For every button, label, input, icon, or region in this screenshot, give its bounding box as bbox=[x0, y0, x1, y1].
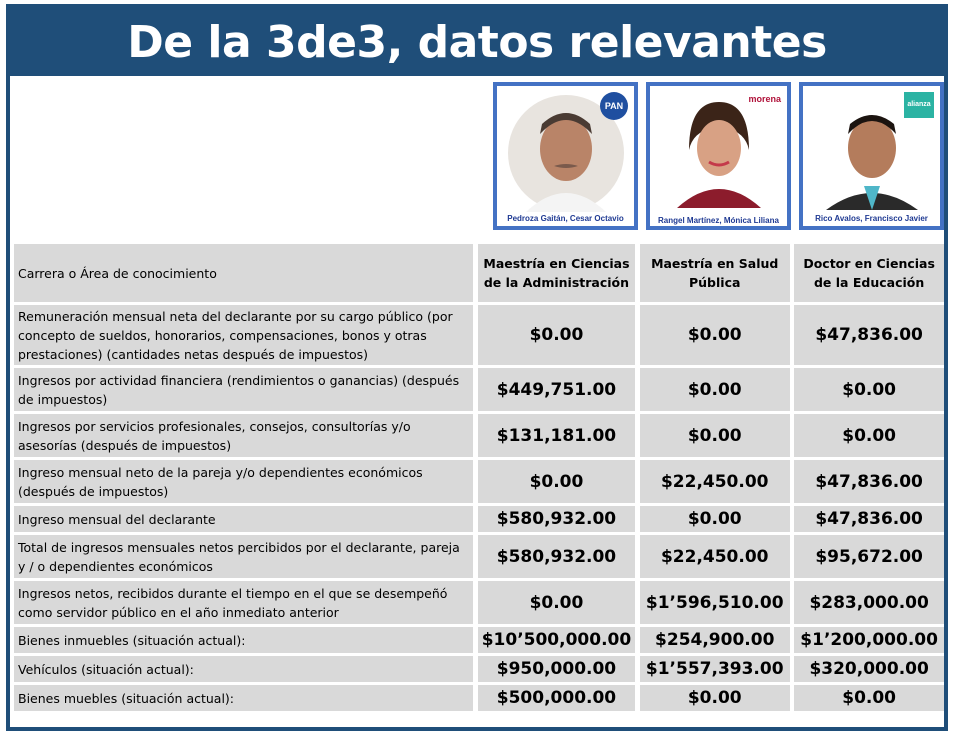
table-row bbox=[14, 581, 944, 624]
declaration-table bbox=[14, 241, 944, 714]
row-label: Carrera o Área de conocimiento bbox=[14, 244, 473, 302]
value-cell-3: $1’200,000.00 bbox=[794, 627, 944, 653]
value-cell-2: $22,450.00 bbox=[640, 535, 790, 578]
candidate-portrait-2 bbox=[659, 90, 779, 208]
value-cell-1: $0.00 bbox=[478, 305, 636, 365]
value-cell-3: $47,836.00 bbox=[794, 460, 944, 503]
value-cell-1: $10’500,000.00 bbox=[478, 627, 636, 653]
row-label: Ingreso mensual del declarante bbox=[14, 506, 473, 532]
page-title: De la 3de3, datos relevantes bbox=[127, 17, 827, 68]
value-cell-1: $580,932.00 bbox=[478, 506, 636, 532]
value-cell-2: $1’596,510.00 bbox=[640, 581, 790, 624]
value-cell-2: $0.00 bbox=[640, 506, 790, 532]
value-cell-2: Maestría en Salud Pública bbox=[640, 244, 790, 302]
value-cell-1: $0.00 bbox=[478, 460, 636, 503]
value-cell-3: $283,000.00 bbox=[794, 581, 944, 624]
value-cell-1: $131,181.00 bbox=[478, 414, 636, 457]
value-cell-1: $0.00 bbox=[478, 581, 636, 624]
value-cell-2: $0.00 bbox=[640, 414, 790, 457]
table-row bbox=[14, 305, 944, 365]
table-row bbox=[14, 656, 944, 682]
table-row bbox=[14, 685, 944, 711]
row-label: Ingresos netos, recibidos durante el tiempo en el que se desempeñó como servidor público en el año inmediato anterior bbox=[14, 581, 473, 624]
value-cell-2: $22,450.00 bbox=[640, 460, 790, 503]
table-row bbox=[14, 244, 944, 302]
table-row bbox=[14, 368, 944, 411]
row-label: Ingresos por actividad financiera (rendimientos o ganancias) (después de impuestos) bbox=[14, 368, 473, 411]
candidate-name-3: Rico Avalos, Francisco Javier bbox=[815, 214, 928, 223]
value-cell-3: $47,836.00 bbox=[794, 305, 944, 365]
value-cell-2: $0.00 bbox=[640, 305, 790, 365]
row-label: Ingresos por servicios profesionales, consejos, consultorías y/o asesorías (después de impuestos) bbox=[14, 414, 473, 457]
row-label: Bienes inmuebles (situación actual): bbox=[14, 627, 473, 653]
value-cell-1: Maestría en Ciencias de la Administración bbox=[478, 244, 636, 302]
value-cell-3: $95,672.00 bbox=[794, 535, 944, 578]
candidate-photo-3 bbox=[799, 82, 944, 230]
value-cell-1: $950,000.00 bbox=[478, 656, 636, 682]
value-cell-2: $254,900.00 bbox=[640, 627, 790, 653]
value-cell-3: $0.00 bbox=[794, 685, 944, 711]
table-row bbox=[14, 535, 944, 578]
table-row bbox=[14, 506, 944, 532]
table-row bbox=[14, 414, 944, 457]
row-label: Remuneración mensual neta del declarante por su cargo público (por concepto de sueldos, honorarios, compensaciones, bonos y otras prestaciones) (cantidades netas después de impuestos) bbox=[14, 305, 473, 365]
table-row bbox=[14, 460, 944, 503]
value-cell-1: $580,932.00 bbox=[478, 535, 636, 578]
value-cell-2: $0.00 bbox=[640, 368, 790, 411]
candidate-name-2: Rangel Martínez, Mónica Liliana bbox=[658, 216, 779, 225]
value-cell-1: $500,000.00 bbox=[478, 685, 636, 711]
table-row bbox=[14, 627, 944, 653]
value-cell-3: $47,836.00 bbox=[794, 506, 944, 532]
party-logo-morena: morena bbox=[748, 94, 781, 104]
row-label: Vehículos (situación actual): bbox=[14, 656, 473, 682]
row-label: Bienes muebles (situación actual): bbox=[14, 685, 473, 711]
content-panel bbox=[10, 76, 944, 727]
row-label: Total de ingresos mensuales netos percibidos por el declarante, pareja y / o dependientes económicos bbox=[14, 535, 473, 578]
value-cell-3: $0.00 bbox=[794, 368, 944, 411]
candidate-photo-1 bbox=[493, 82, 638, 230]
value-cell-1: $449,751.00 bbox=[478, 368, 636, 411]
value-cell-3: $0.00 bbox=[794, 414, 944, 457]
party-logo-pan: PAN bbox=[600, 92, 628, 120]
party-logo-alianza: alianza bbox=[904, 92, 934, 118]
candidate-name-1: Pedroza Gaitán, Cesar Octavio bbox=[507, 214, 624, 223]
poster-frame bbox=[6, 4, 948, 731]
candidate-photo-2 bbox=[646, 82, 791, 230]
value-cell-3: $320,000.00 bbox=[794, 656, 944, 682]
value-cell-2: $0.00 bbox=[640, 685, 790, 711]
value-cell-3: Doctor en Ciencias de la Educación bbox=[794, 244, 944, 302]
row-label: Ingreso mensual neto de la pareja y/o dependientes económicos (después de impuestos) bbox=[14, 460, 473, 503]
value-cell-2: $1’557,393.00 bbox=[640, 656, 790, 682]
